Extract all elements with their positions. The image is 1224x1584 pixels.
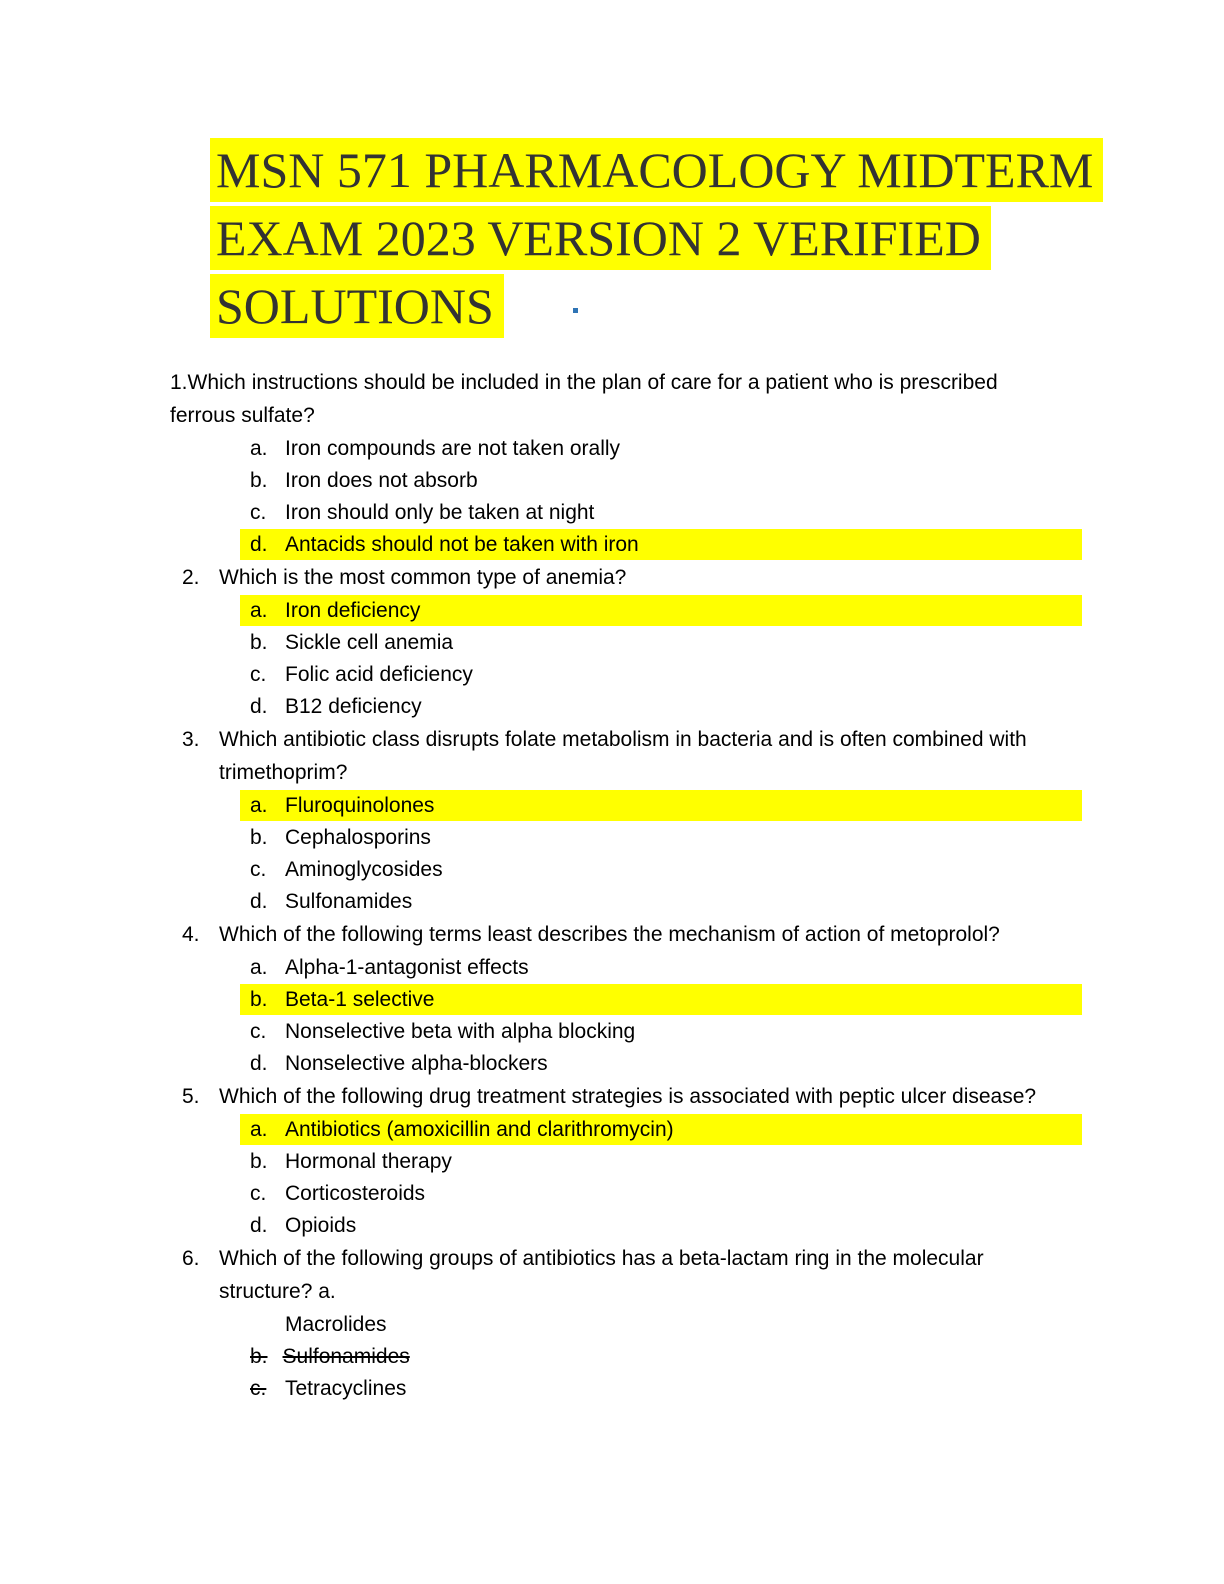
question-text: Which instructions should be included in the plan of care for a patient who is prescribed ferrous sulfate?	[170, 371, 998, 427]
question-number: 4.	[182, 923, 200, 946]
question-text: Which of the following terms least describes the mechanism of action of metoprolol?	[219, 923, 1000, 946]
answer-option	[240, 952, 1082, 983]
option-text: Nonselective alpha-blockers	[285, 1052, 548, 1075]
question-number: 6.	[182, 1247, 200, 1270]
option-letter: b.	[250, 469, 268, 492]
document-title	[210, 138, 1103, 342]
answer-option-highlighted	[240, 595, 1082, 626]
option-text: Sulfonamides	[285, 890, 413, 913]
option-text: Hormonal therapy	[285, 1150, 452, 1173]
option-text: Macrolides	[285, 1313, 387, 1336]
option-text: Folic acid deficiency	[285, 663, 473, 686]
answer-option	[240, 1178, 1082, 1209]
option-letter: c.	[250, 858, 267, 881]
option-letter: d.	[250, 1214, 268, 1237]
answer-option	[240, 627, 1082, 658]
question-number: 5.	[182, 1085, 200, 1108]
option-letter: d.	[250, 890, 268, 913]
option-text: Aminoglycosides	[285, 858, 443, 881]
option-text: B12 deficiency	[285, 695, 422, 718]
question-row	[170, 918, 1082, 951]
option-letter: a.	[250, 794, 268, 817]
option-text: Antacids should not be taken with iron	[285, 533, 639, 556]
blue-period-dot	[573, 308, 578, 313]
question-block	[170, 1242, 1082, 1404]
option-letter: d.	[250, 533, 268, 556]
option-text: Beta-1 selective	[285, 988, 435, 1011]
answer-option-highlighted	[240, 1114, 1082, 1145]
question-row	[170, 561, 1082, 594]
answer-option	[240, 433, 1082, 464]
option-text: Cephalosporins	[285, 826, 431, 849]
option-letter: a.	[250, 599, 268, 622]
option-text: Sickle cell anemia	[285, 631, 454, 654]
answer-option	[240, 1210, 1082, 1241]
option-letter: b.	[250, 826, 268, 849]
option-text: Alpha-1-antagonist effects	[285, 956, 529, 979]
option-letter	[250, 1309, 285, 1340]
question-text: Which of the following groups of antibiotics has a beta-lactam ring in the molecular structure? a.	[219, 1247, 984, 1303]
option-text: Fluroquinolones	[285, 794, 435, 817]
option-letter: a.	[250, 1118, 268, 1141]
option-letter: c.	[250, 1377, 267, 1400]
option-text: Iron does not absorb	[285, 469, 478, 492]
option-letter: d.	[250, 1052, 268, 1075]
option-text: Iron should only be taken at night	[285, 501, 595, 524]
answer-option-highlighted	[240, 529, 1082, 560]
option-text: Opioids	[285, 1214, 357, 1237]
question-number: 2.	[182, 566, 200, 589]
question-number: 3.	[182, 728, 200, 751]
question-block	[170, 561, 1082, 722]
answer-option	[240, 659, 1082, 690]
question-text: Which of the following drug treatment strategies is associated with peptic ulcer disease?	[219, 1085, 1037, 1108]
answer-option	[240, 1309, 1082, 1340]
answer-option	[240, 465, 1082, 496]
option-text: Iron deficiency	[285, 599, 421, 622]
strikethrough-option	[250, 1341, 410, 1372]
answer-option	[240, 691, 1082, 722]
question-row	[170, 1080, 1082, 1113]
option-letter: a.	[250, 956, 268, 979]
answer-option	[240, 822, 1082, 853]
answer-option	[240, 886, 1082, 917]
option-letter: b.	[250, 1345, 268, 1368]
option-text: Iron compounds are not taken orally	[285, 437, 621, 460]
answer-option	[240, 1048, 1082, 1079]
title-line-highlight: SOLUTIONS	[210, 274, 504, 338]
answer-option	[240, 1146, 1082, 1177]
option-text: Antibiotics (amoxicillin and clarithromycin)	[285, 1118, 674, 1141]
title-line-highlight: MSN 571 PHARMACOLOGY MIDTERM	[210, 138, 1103, 202]
answer-option	[240, 1341, 1082, 1372]
option-text: Nonselective beta with alpha blocking	[285, 1020, 636, 1043]
option-letter: c.	[250, 501, 267, 524]
option-text: Tetracyclines	[285, 1377, 407, 1400]
option-letter: c.	[250, 1182, 267, 1205]
question-text: Which antibiotic class disrupts folate metabolism in bacteria and is often combined with trimethoprim?	[219, 728, 1027, 784]
answer-option	[240, 1373, 1082, 1404]
question-block	[170, 1080, 1082, 1241]
answer-option-highlighted	[240, 790, 1082, 821]
question-row	[170, 1242, 1082, 1308]
option-letter: d.	[250, 695, 268, 718]
question-row	[170, 723, 1082, 789]
answer-option	[240, 497, 1082, 528]
option-letter: c.	[250, 663, 267, 686]
option-letter: b.	[250, 988, 268, 1011]
option-text: Sulfonamides	[282, 1345, 410, 1368]
option-letter: b.	[250, 631, 268, 654]
question-block	[170, 366, 1082, 560]
question-paragraph	[170, 366, 1068, 432]
title-line-highlight: EXAM 2023 VERSION 2 VERIFIED	[210, 206, 991, 270]
question-block	[170, 723, 1082, 917]
question-number: 1.	[170, 371, 188, 394]
question-block	[170, 918, 1082, 1079]
option-letter: c.	[250, 1020, 267, 1043]
answer-option-highlighted	[240, 984, 1082, 1015]
answer-option	[240, 854, 1082, 885]
option-text: Corticosteroids	[285, 1182, 426, 1205]
option-letter: a.	[250, 437, 268, 460]
question-text: Which is the most common type of anemia?	[219, 566, 627, 589]
answer-option	[240, 1016, 1082, 1047]
option-letter: b.	[250, 1150, 268, 1173]
questions-list	[170, 366, 1082, 1405]
